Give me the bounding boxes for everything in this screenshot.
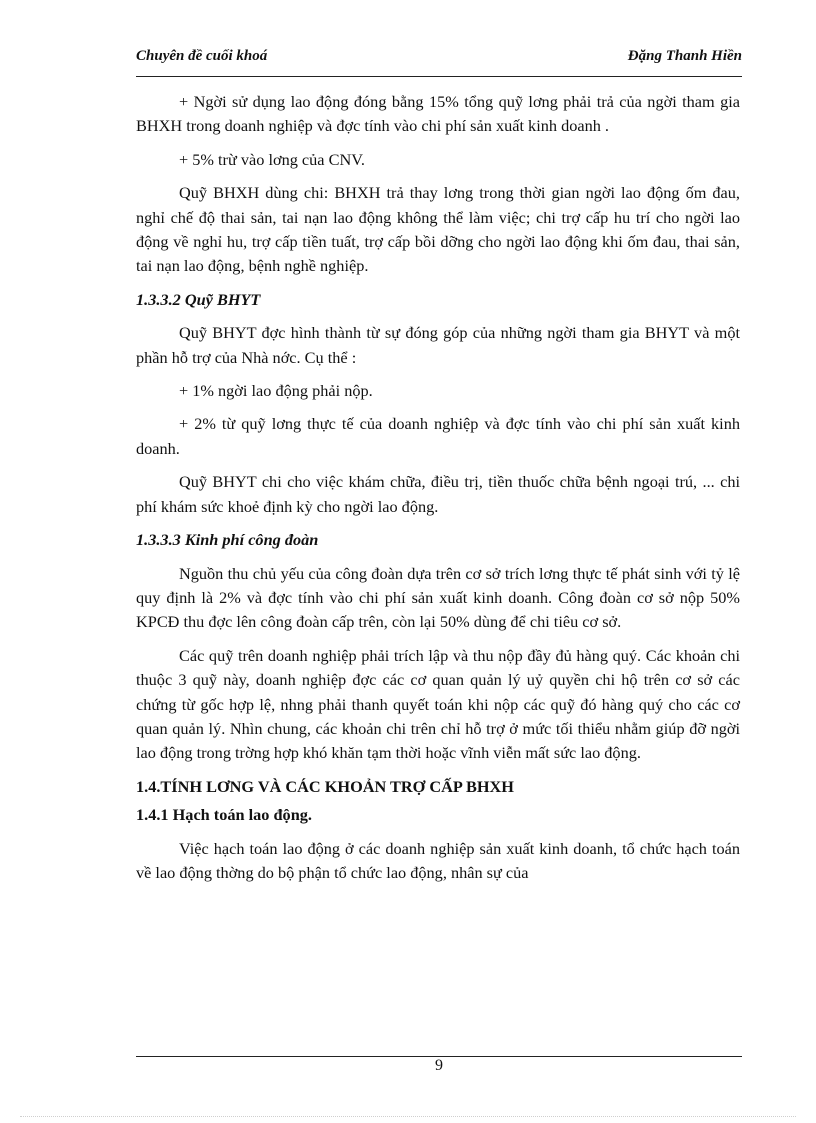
section-heading-bhyt: 1.3.3.2 Quỹ BHYT [136,289,261,309]
paragraph: + 1% ngời lao động phải nộp. [179,381,373,401]
section-heading-main: 1.4.TÍNH LƠNG VÀ CÁC KHOẢN TRỢ CẤP BHXH [136,776,514,796]
page-number: 9 [435,1057,443,1074]
document-body [136,90,740,894]
paragraph: + 5% trừ vào lơng của CNV. [179,149,365,169]
header-title: Chuyên đề cuối khoá [136,48,268,64]
paragraph: Quỹ BHYT chi cho việc khám chữa, điều trị, tiền thuốc chữa bệnh ngoại trú, ... chi phí khám sức khoẻ định kỳ cho ngời lao động. [136,472,740,516]
header-divider [136,76,742,77]
paragraph: Việc hạch toán lao động ở các doanh nghiệp sản xuất kinh doanh, tổ chức hạch toán về lao động thờng do bộ phận tổ chức lao động, nhân sự của [136,838,740,882]
header-author: Đặng Thanh Hiền [627,48,742,64]
paragraph: Các quỹ trên doanh nghiệp phải trích lập và thu nộp đầy đủ hàng quý. Các khoản chi thuộc 3 quỹ này, doanh nghiệp đợc các cơ quan quản lý uỷ quyền chi hộ trên cơ sở các chứng từ gốc hợp lệ, nhng phải thanh quyết toán khi nộp các quỹ đó hàng quý cho các cơ quan quản lý. Nhìn chung, các khoản chi trên chỉ hỗ trợ ở mức tối thiểu nhằm giúp đỡ ngời lao động trong trờng hợp khó khăn tạm thời hoặc vĩnh viễn mất sức lao động. [136,645,740,763]
page-edge-dots [20,1116,796,1117]
subsection-heading: 1.4.1 Hạch toán lao động. [136,805,312,825]
paragraph: Quỹ BHXH dùng chi: BHXH trả thay lơng trong thời gian ngời lao động ốm đau, nghỉ chế độ thai sản, tai nạn lao động không thể làm việc; chi trợ cấp hu trí cho ngời lao động về nghỉ hu, trợ cấp tiền tuất, trợ cấp bồi dỡng cho ngời lao động khi ốm đau, thai sản, tai nạn lao động, bệnh nghề nghiệp. [136,183,740,276]
paragraph: Quỹ BHYT đợc hình thành từ sự đóng góp của những ngời tham gia BHYT và một phần hỗ trợ của Nhà nớc. Cụ thể : [136,323,740,367]
paragraph: Nguồn thu chủ yếu của công đoàn dựa trên cơ sở trích lơng thực tế phát sinh với tỷ lệ quy định là 2% và đợc tính vào chi phí sản xuất kinh doanh. Công đoàn cơ sở nộp 50% KPCĐ thu đợc lên công đoàn cấp trên, còn lại 50% dùng để chi tiêu cơ sở. [136,563,740,632]
running-header [136,48,742,68]
paragraph: + Ngời sử dụng lao động đóng bằng 15% tổng quỹ lơng phải trả của ngời tham gia BHXH trong doanh nghiệp và đợc tính vào chi phí sản xuất kinh doanh . [136,92,740,136]
section-heading-kpcd: 1.3.3.3 Kinh phí công đoàn [136,530,319,550]
paragraph: + 2% từ quỹ lơng thực tế của doanh nghiệp và đợc tính vào chi phí sản xuất kinh doanh. [136,414,740,458]
